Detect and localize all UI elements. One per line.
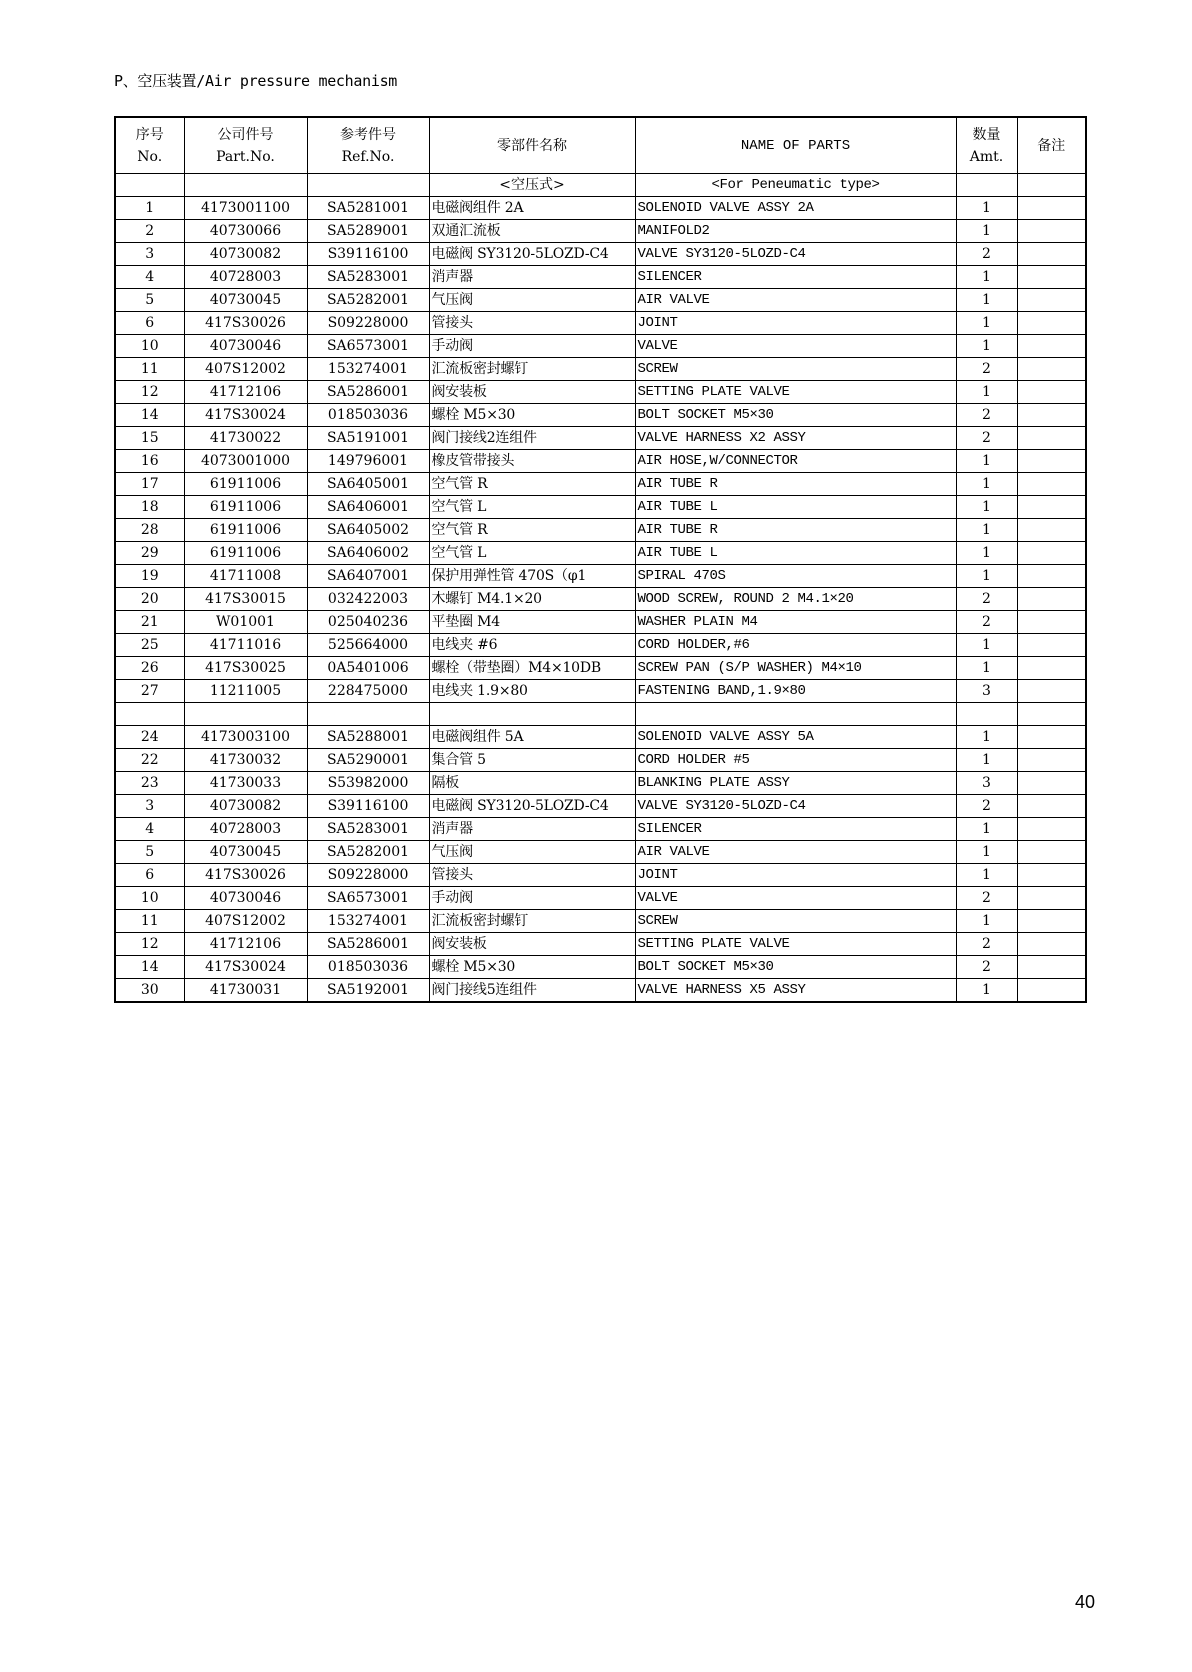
row-name-cn: 手动阀 xyxy=(429,887,635,910)
row-name-cn: 电磁阀组件 5A xyxy=(429,726,635,749)
table-row xyxy=(115,542,1086,565)
row-remark xyxy=(1017,266,1086,289)
row-remark xyxy=(1017,289,1086,312)
row-name-en: AIR VALVE xyxy=(635,841,956,864)
row-name-cn: 阀门接线5连组件 xyxy=(429,979,635,1003)
row-amt: 1 xyxy=(956,519,1017,542)
row-ref-no: S39116100 xyxy=(307,243,429,266)
row-part-no: 41711008 xyxy=(184,565,307,588)
row-name-en: SILENCER xyxy=(635,818,956,841)
row-name-cn: 隔板 xyxy=(429,772,635,795)
row-part-no: 41711016 xyxy=(184,634,307,657)
row-ref-no: 032422003 xyxy=(307,588,429,611)
table-header-row xyxy=(115,117,1086,174)
row-amt: 1 xyxy=(956,565,1017,588)
row-part-no: 61911006 xyxy=(184,473,307,496)
row-remark xyxy=(1017,312,1086,335)
row-part-no: 417S30026 xyxy=(184,312,307,335)
row-part-no: 417S30026 xyxy=(184,864,307,887)
table-row xyxy=(115,634,1086,657)
row-remark xyxy=(1017,381,1086,404)
row-remark xyxy=(1017,910,1086,933)
table-row xyxy=(115,312,1086,335)
row-name-en: WASHER PLAIN M4 xyxy=(635,611,956,634)
row-ref-no: 025040236 xyxy=(307,611,429,634)
row-part-no: 40730046 xyxy=(184,887,307,910)
row-name-cn: 螺栓 M5×30 xyxy=(429,404,635,427)
row-part-no xyxy=(184,703,307,726)
row-name-en: VALVE xyxy=(635,335,956,358)
row-amt: 1 xyxy=(956,910,1017,933)
row-amt: 1 xyxy=(956,496,1017,519)
row-ref-no: 153274001 xyxy=(307,910,429,933)
table-row xyxy=(115,795,1086,818)
row-name-en: AIR HOSE,W/CONNECTOR xyxy=(635,450,956,473)
row-amt: 1 xyxy=(956,979,1017,1003)
table-row xyxy=(115,588,1086,611)
row-seq: 11 xyxy=(115,358,184,381)
row-remark xyxy=(1017,956,1086,979)
row-ref-no: 228475000 xyxy=(307,680,429,703)
row-name-en: SCREW xyxy=(635,910,956,933)
row-seq: 28 xyxy=(115,519,184,542)
row-name-en: BOLT SOCKET M5×30 xyxy=(635,404,956,427)
row-ref-no: SA5191001 xyxy=(307,427,429,450)
row-ref-no: SA6405002 xyxy=(307,519,429,542)
row-seq: 4 xyxy=(115,266,184,289)
row-ref-no: S53982000 xyxy=(307,772,429,795)
table-row xyxy=(115,335,1086,358)
table-row xyxy=(115,473,1086,496)
row-seq: 10 xyxy=(115,335,184,358)
row-seq: 1 xyxy=(115,197,184,220)
row-amt: 1 xyxy=(956,289,1017,312)
table-row xyxy=(115,381,1086,404)
table-row xyxy=(115,657,1086,680)
subheader-cn: <空压式> xyxy=(429,174,635,197)
row-ref-no: S09228000 xyxy=(307,312,429,335)
subheader-en: <For Peneumatic type> xyxy=(635,174,956,197)
row-name-cn: 阀门接线2连组件 xyxy=(429,427,635,450)
row-amt: 1 xyxy=(956,312,1017,335)
table-row xyxy=(115,749,1086,772)
row-ref-no: SA6407001 xyxy=(307,565,429,588)
row-name-en: AIR TUBE L xyxy=(635,496,956,519)
table-row xyxy=(115,680,1086,703)
row-part-no: 4073001000 xyxy=(184,450,307,473)
row-seq: 26 xyxy=(115,657,184,680)
row-ref-no: SA5282001 xyxy=(307,289,429,312)
row-amt: 1 xyxy=(956,381,1017,404)
row-part-no: 417S30024 xyxy=(184,956,307,979)
row-amt: 1 xyxy=(956,864,1017,887)
row-remark xyxy=(1017,335,1086,358)
table-body xyxy=(115,197,1086,1003)
table-row xyxy=(115,979,1086,1003)
row-seq: 22 xyxy=(115,749,184,772)
row-ref-no: 0A5401006 xyxy=(307,657,429,680)
table-subheader-row xyxy=(115,174,1086,197)
row-name-cn: 橡皮管带接头 xyxy=(429,450,635,473)
header-ref-no: 参考件号 Ref.No. xyxy=(307,117,429,174)
row-amt: 1 xyxy=(956,473,1017,496)
row-name-cn: 电磁阀 SY3120-5LOZD-C4 xyxy=(429,795,635,818)
row-name-cn: 电线夹 1.9×80 xyxy=(429,680,635,703)
row-seq: 15 xyxy=(115,427,184,450)
table-row xyxy=(115,726,1086,749)
row-seq: 5 xyxy=(115,841,184,864)
row-amt: 2 xyxy=(956,933,1017,956)
row-part-no: 41730022 xyxy=(184,427,307,450)
row-remark xyxy=(1017,542,1086,565)
row-seq: 30 xyxy=(115,979,184,1003)
row-name-cn: 平垫圈 M4 xyxy=(429,611,635,634)
row-name-en: AIR VALVE xyxy=(635,289,956,312)
row-seq: 20 xyxy=(115,588,184,611)
row-amt: 3 xyxy=(956,680,1017,703)
row-remark xyxy=(1017,611,1086,634)
row-ref-no: SA5286001 xyxy=(307,381,429,404)
header-seq: 序号 No. xyxy=(115,117,184,174)
row-part-no: 61911006 xyxy=(184,496,307,519)
row-remark xyxy=(1017,473,1086,496)
row-name-cn: 电线夹 #6 xyxy=(429,634,635,657)
row-name-en: CORD HOLDER #5 xyxy=(635,749,956,772)
row-ref-no: SA5289001 xyxy=(307,220,429,243)
row-part-no: 41730033 xyxy=(184,772,307,795)
row-part-no: 40730045 xyxy=(184,841,307,864)
row-remark xyxy=(1017,818,1086,841)
row-seq: 3 xyxy=(115,795,184,818)
row-amt: 2 xyxy=(956,427,1017,450)
row-name-en: SCREW xyxy=(635,358,956,381)
table-row xyxy=(115,772,1086,795)
row-part-no: 4173003100 xyxy=(184,726,307,749)
row-seq: 4 xyxy=(115,818,184,841)
row-remark xyxy=(1017,565,1086,588)
table-row xyxy=(115,266,1086,289)
row-name-cn: 电磁阀 SY3120-5LOZD-C4 xyxy=(429,243,635,266)
row-remark xyxy=(1017,864,1086,887)
row-ref-no: SA6406002 xyxy=(307,542,429,565)
row-name-cn: 阀安装板 xyxy=(429,381,635,404)
row-name-cn: 消声器 xyxy=(429,266,635,289)
row-ref-no: SA6405001 xyxy=(307,473,429,496)
row-name-cn: 空气管 L xyxy=(429,542,635,565)
row-name-en: SETTING PLATE VALVE xyxy=(635,933,956,956)
row-name-en: BLANKING PLATE ASSY xyxy=(635,772,956,795)
row-amt: 2 xyxy=(956,243,1017,266)
row-remark xyxy=(1017,496,1086,519)
row-amt: 3 xyxy=(956,772,1017,795)
row-part-no: 41712106 xyxy=(184,381,307,404)
row-remark xyxy=(1017,197,1086,220)
row-seq xyxy=(115,703,184,726)
row-amt: 1 xyxy=(956,542,1017,565)
row-ref-no xyxy=(307,703,429,726)
row-remark xyxy=(1017,772,1086,795)
row-amt: 1 xyxy=(956,220,1017,243)
row-remark xyxy=(1017,519,1086,542)
row-remark xyxy=(1017,795,1086,818)
row-part-no: W01001 xyxy=(184,611,307,634)
header-name-cn: 零部件名称 xyxy=(429,117,635,174)
row-name-en: WOOD SCREW, ROUND 2 M4.1×20 xyxy=(635,588,956,611)
row-ref-no: SA5192001 xyxy=(307,979,429,1003)
row-seq: 11 xyxy=(115,910,184,933)
row-amt: 1 xyxy=(956,749,1017,772)
row-name-en: VALVE SY3120-5LOZD-C4 xyxy=(635,795,956,818)
row-part-no: 40730045 xyxy=(184,289,307,312)
row-part-no: 407S12002 xyxy=(184,910,307,933)
row-name-en: VALVE SY3120-5LOZD-C4 xyxy=(635,243,956,266)
row-amt: 1 xyxy=(956,841,1017,864)
row-name-cn: 双通汇流板 xyxy=(429,220,635,243)
row-part-no: 40730082 xyxy=(184,795,307,818)
row-ref-no: SA5288001 xyxy=(307,726,429,749)
row-seq: 5 xyxy=(115,289,184,312)
row-seq: 3 xyxy=(115,243,184,266)
row-seq: 14 xyxy=(115,956,184,979)
row-name-en: CORD HOLDER,#6 xyxy=(635,634,956,657)
row-amt: 2 xyxy=(956,404,1017,427)
row-remark xyxy=(1017,841,1086,864)
row-part-no: 417S30015 xyxy=(184,588,307,611)
table-row xyxy=(115,703,1086,726)
row-seq: 25 xyxy=(115,634,184,657)
row-remark xyxy=(1017,220,1086,243)
table-row xyxy=(115,450,1086,473)
header-amt: 数量 Amt. xyxy=(956,117,1017,174)
row-seq: 23 xyxy=(115,772,184,795)
row-remark xyxy=(1017,979,1086,1003)
row-name-cn: 消声器 xyxy=(429,818,635,841)
row-remark xyxy=(1017,726,1086,749)
table-row xyxy=(115,404,1086,427)
row-amt: 1 xyxy=(956,335,1017,358)
row-ref-no: S09228000 xyxy=(307,864,429,887)
header-part-no: 公司件号 Part.No. xyxy=(184,117,307,174)
row-name-en xyxy=(635,703,956,726)
row-part-no: 417S30025 xyxy=(184,657,307,680)
row-name-cn: 空气管 R xyxy=(429,519,635,542)
row-amt: 2 xyxy=(956,358,1017,381)
row-name-cn: 手动阀 xyxy=(429,335,635,358)
row-amt: 2 xyxy=(956,887,1017,910)
row-part-no: 41730032 xyxy=(184,749,307,772)
row-remark xyxy=(1017,243,1086,266)
row-name-en: SOLENOID VALVE ASSY 2A xyxy=(635,197,956,220)
row-part-no: 407S12002 xyxy=(184,358,307,381)
row-amt: 1 xyxy=(956,634,1017,657)
row-part-no: 40728003 xyxy=(184,818,307,841)
row-remark xyxy=(1017,657,1086,680)
row-name-cn: 气压阀 xyxy=(429,841,635,864)
row-amt: 1 xyxy=(956,818,1017,841)
row-seq: 16 xyxy=(115,450,184,473)
table-row xyxy=(115,887,1086,910)
row-remark xyxy=(1017,358,1086,381)
row-part-no: 40730066 xyxy=(184,220,307,243)
row-name-en: MANIFOLD2 xyxy=(635,220,956,243)
row-name-cn: 保护用弹性管 470S（φ1 xyxy=(429,565,635,588)
row-name-cn: 气压阀 xyxy=(429,289,635,312)
row-part-no: 61911006 xyxy=(184,542,307,565)
table-row xyxy=(115,864,1086,887)
row-part-no: 61911006 xyxy=(184,519,307,542)
row-name-cn: 空气管 L xyxy=(429,496,635,519)
header-name-en: NAME OF PARTS xyxy=(635,117,956,174)
table-row xyxy=(115,243,1086,266)
row-seq: 12 xyxy=(115,933,184,956)
row-remark xyxy=(1017,703,1086,726)
table-row xyxy=(115,519,1086,542)
row-name-cn: 汇流板密封螺钉 xyxy=(429,910,635,933)
table-row xyxy=(115,496,1086,519)
row-ref-no: 149796001 xyxy=(307,450,429,473)
row-ref-no: S39116100 xyxy=(307,795,429,818)
row-seq: 12 xyxy=(115,381,184,404)
table-row xyxy=(115,611,1086,634)
row-name-cn: 空气管 R xyxy=(429,473,635,496)
row-ref-no: 018503036 xyxy=(307,404,429,427)
table-row xyxy=(115,956,1086,979)
row-amt: 1 xyxy=(956,197,1017,220)
row-amt: 1 xyxy=(956,266,1017,289)
row-ref-no: SA6406001 xyxy=(307,496,429,519)
row-name-cn: 汇流板密封螺钉 xyxy=(429,358,635,381)
row-seq: 2 xyxy=(115,220,184,243)
row-amt: 2 xyxy=(956,956,1017,979)
row-ref-no: SA5283001 xyxy=(307,818,429,841)
row-name-cn: 管接头 xyxy=(429,864,635,887)
header-remark: 备注 xyxy=(1017,117,1086,174)
row-name-en: AIR TUBE R xyxy=(635,519,956,542)
row-seq: 17 xyxy=(115,473,184,496)
row-name-en: VALVE xyxy=(635,887,956,910)
row-seq: 27 xyxy=(115,680,184,703)
row-ref-no: 153274001 xyxy=(307,358,429,381)
row-part-no: 40728003 xyxy=(184,266,307,289)
page-title: P、空压装置/Air pressure mechanism xyxy=(114,72,398,90)
row-name-en: VALVE HARNESS X5 ASSY xyxy=(635,979,956,1003)
row-name-cn: 阀安装板 xyxy=(429,933,635,956)
row-ref-no: SA5286001 xyxy=(307,933,429,956)
row-name-en: JOINT xyxy=(635,312,956,335)
row-part-no: 417S30024 xyxy=(184,404,307,427)
row-ref-no: SA5283001 xyxy=(307,266,429,289)
row-amt: 2 xyxy=(956,795,1017,818)
table-row xyxy=(115,818,1086,841)
row-name-en: FASTENING BAND,1.9×80 xyxy=(635,680,956,703)
table-row xyxy=(115,289,1086,312)
row-name-en: BOLT SOCKET M5×30 xyxy=(635,956,956,979)
row-amt: 2 xyxy=(956,588,1017,611)
row-name-en: AIR TUBE L xyxy=(635,542,956,565)
row-remark xyxy=(1017,450,1086,473)
row-seq: 10 xyxy=(115,887,184,910)
row-amt: 2 xyxy=(956,611,1017,634)
table-row xyxy=(115,427,1086,450)
row-ref-no: SA5281001 xyxy=(307,197,429,220)
row-part-no: 4173001100 xyxy=(184,197,307,220)
row-name-cn: 螺栓（带垫圈）M4×10DB xyxy=(429,657,635,680)
row-remark xyxy=(1017,887,1086,910)
row-part-no: 41712106 xyxy=(184,933,307,956)
row-ref-no: 525664000 xyxy=(307,634,429,657)
row-part-no: 41730031 xyxy=(184,979,307,1003)
table-row xyxy=(115,933,1086,956)
row-remark xyxy=(1017,933,1086,956)
row-name-cn: 螺栓 M5×30 xyxy=(429,956,635,979)
row-amt xyxy=(956,703,1017,726)
row-ref-no: SA5282001 xyxy=(307,841,429,864)
row-name-en: SOLENOID VALVE ASSY 5A xyxy=(635,726,956,749)
page-number: 40 xyxy=(1075,1592,1096,1612)
row-seq: 6 xyxy=(115,312,184,335)
table-row xyxy=(115,197,1086,220)
row-remark xyxy=(1017,634,1086,657)
row-ref-no: 018503036 xyxy=(307,956,429,979)
row-amt: 1 xyxy=(956,450,1017,473)
table-row xyxy=(115,220,1086,243)
row-name-en: VALVE HARNESS X2 ASSY xyxy=(635,427,956,450)
row-name-en: AIR TUBE R xyxy=(635,473,956,496)
table-row xyxy=(115,841,1086,864)
row-name-en: SILENCER xyxy=(635,266,956,289)
row-remark xyxy=(1017,588,1086,611)
row-ref-no: SA5290001 xyxy=(307,749,429,772)
row-name-en: SETTING PLATE VALVE xyxy=(635,381,956,404)
row-remark xyxy=(1017,749,1086,772)
row-name-cn: 集合管 5 xyxy=(429,749,635,772)
row-name-en: SPIRAL 470S xyxy=(635,565,956,588)
row-seq: 6 xyxy=(115,864,184,887)
row-name-cn xyxy=(429,703,635,726)
table-row xyxy=(115,910,1086,933)
row-remark xyxy=(1017,427,1086,450)
row-seq: 29 xyxy=(115,542,184,565)
table-row xyxy=(115,565,1086,588)
row-part-no: 11211005 xyxy=(184,680,307,703)
row-seq: 14 xyxy=(115,404,184,427)
row-seq: 19 xyxy=(115,565,184,588)
table-row xyxy=(115,358,1086,381)
parts-table xyxy=(114,116,1087,1003)
row-ref-no: SA6573001 xyxy=(307,335,429,358)
row-name-cn: 管接头 xyxy=(429,312,635,335)
row-part-no: 40730046 xyxy=(184,335,307,358)
row-remark xyxy=(1017,680,1086,703)
row-seq: 24 xyxy=(115,726,184,749)
row-seq: 18 xyxy=(115,496,184,519)
row-seq: 21 xyxy=(115,611,184,634)
row-name-cn: 木螺钉 M4.1×20 xyxy=(429,588,635,611)
row-amt: 1 xyxy=(956,657,1017,680)
row-amt: 1 xyxy=(956,726,1017,749)
row-ref-no: SA6573001 xyxy=(307,887,429,910)
row-remark xyxy=(1017,404,1086,427)
row-name-en: JOINT xyxy=(635,864,956,887)
row-name-en: SCREW PAN (S/P WASHER) M4×10 xyxy=(635,657,956,680)
row-part-no: 40730082 xyxy=(184,243,307,266)
row-name-cn: 电磁阀组件 2A xyxy=(429,197,635,220)
